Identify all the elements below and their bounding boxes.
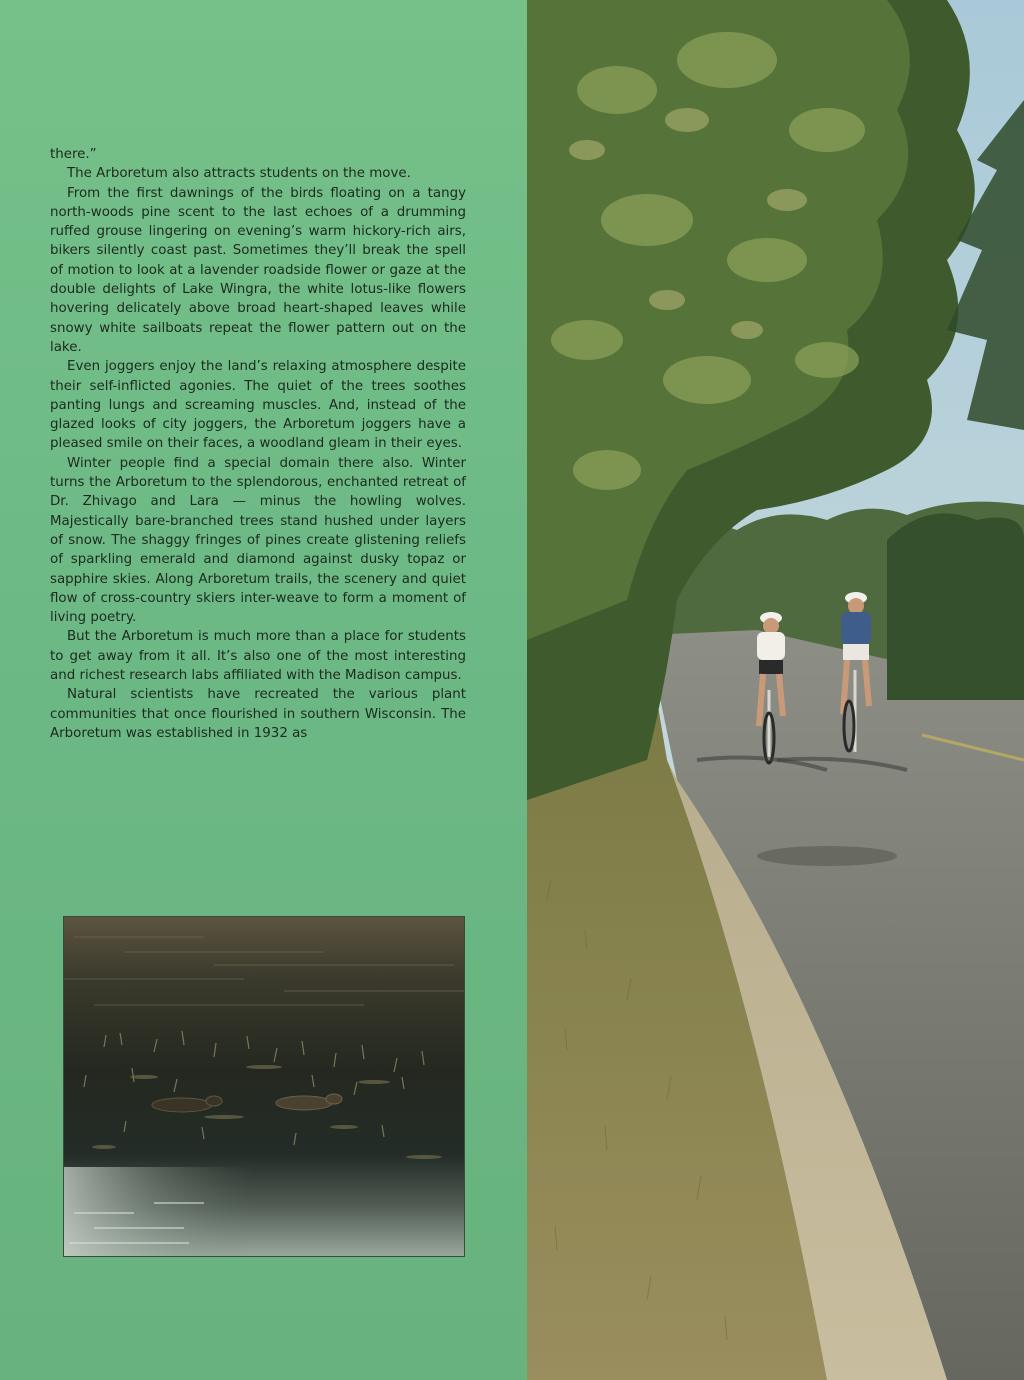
- article-paragraph: Winter people find a special domain there also. Winter turns the Arboretum to the splendorous, enchanted retreat of Dr. Zhivago and Lara — minus the howling wolves. Majestically bare-branched trees stand hushed under layers of snow. The shaggy fringes of pines create glistening reliefs of sparkling emerald and diamond against dusky topaz or sapphire skies. Along Arboretum trails, the scenery and quiet flow of cross-country skiers inter-weave to form a moment of living poetry.: [50, 455, 466, 626]
- article-body: [50, 145, 466, 743]
- article-paragraph: From the first dawnings of the birds floating on a tangy north-woods pine scent to the last echoes of a drumming ruffed grouse lingering on evening’s warm hickory-rich airs, bikers silently coast past. Sometimes they’ll break the spell of motion to look at a lavender roadside flower or gaze at the double delights of Lake Wingra, the white lotus-like flowers hovering delicately above broad heart-shaped leaves while snowy white sailboats repeat the flower pattern out on the lake.: [50, 185, 466, 355]
- duck-pond-illustration: [64, 917, 464, 1256]
- duck-pond-photo: [63, 916, 465, 1257]
- article-paragraph: Even joggers enjoy the land’s relaxing atmosphere despite their self-inflicted agonies. The quiet of the trees soothes panting lungs and screaming muscles. And, instead of the glazed looks of city joggers, the Arboretum joggers have a pleased smile on their faces, a woodland gleam in their eyes.: [50, 359, 466, 452]
- article-paragraph: Natural scientists have recreated the various plant communities that once flourished in southern Wisconsin. The Arboretum was established in 1932 as: [50, 687, 466, 741]
- cyclists-road-illustration: [527, 0, 1024, 1380]
- article-paragraph: there.”: [50, 147, 97, 162]
- cyclists-road-photo: [527, 0, 1024, 1380]
- article-paragraph: The Arboretum also attracts students on the move.: [67, 166, 411, 182]
- article-paragraph: But the Arboretum is much more than a place for students to get away from it all. It’s also one of the most interesting and richest research labs affiliated with the Madison campus.: [50, 629, 466, 684]
